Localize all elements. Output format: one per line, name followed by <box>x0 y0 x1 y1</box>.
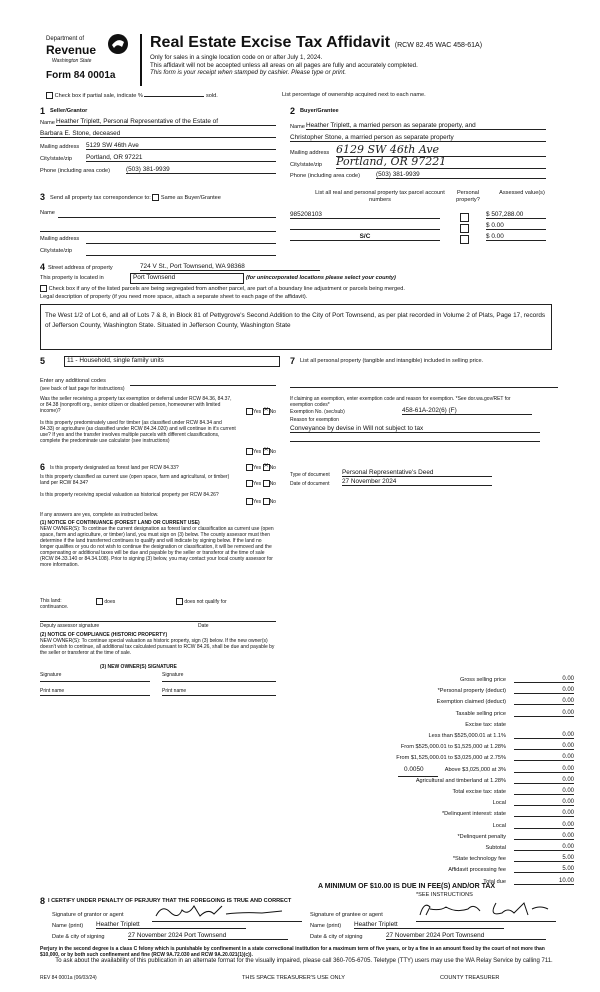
personal-property-label: List all personal property (tangible and intangible) included in selling price. <box>300 358 484 364</box>
tax-row-value[interactable]: 5.00 <box>514 855 574 862</box>
seller-address-label: Mailing address <box>40 144 80 150</box>
street-address-field[interactable]: 724 V St., Port Townsend, WA 98368 <box>140 263 320 271</box>
does-not-label: does not qualify for <box>184 598 227 605</box>
seller-phone-field[interactable]: (503) 381-9939 <box>126 166 276 174</box>
buyer-name-field-2[interactable]: Christopher Stone, a married person as separate property <box>290 134 546 142</box>
see-back-note: (see back of last page for instructions) <box>40 386 125 392</box>
exemption-no-label: Exemption No. (sec/sub) <box>290 409 345 415</box>
exemption-yes-checkbox[interactable] <box>246 408 253 415</box>
tax-row-value[interactable]: 5.00 <box>514 866 574 873</box>
dor-logo <box>46 30 132 90</box>
signature-label: Signature <box>162 672 184 678</box>
grantee-name-field[interactable]: Heather Triplett <box>354 921 504 929</box>
tax-row-label: *Personal property (deduct) <box>437 688 506 695</box>
land-use-select[interactable]: 11 - Household, single family units <box>64 356 280 367</box>
buyer-address-label: Mailing address <box>290 150 330 156</box>
correspondence-blank-line[interactable] <box>40 230 276 232</box>
parcel-number[interactable]: S/C <box>290 233 440 241</box>
yes-label: Yes <box>253 408 262 415</box>
local-rate: 0.0050 <box>404 766 424 773</box>
personal-property-number: 7 <box>290 356 296 366</box>
grantee-date-field[interactable]: 27 November 2024 Port Townsend <box>386 932 546 940</box>
timber-yes-checkbox[interactable] <box>246 448 253 455</box>
tax-row-value[interactable]: 0.00 <box>514 743 574 750</box>
tax-row-value[interactable]: 10.00 <box>514 878 574 885</box>
seller-number: 1 <box>40 106 46 116</box>
header-notes <box>150 54 418 77</box>
tax-row-label: Total excise tax: state <box>452 789 506 795</box>
seller-address-field[interactable]: 5129 SW 46th Ave <box>86 142 276 150</box>
historic-answer <box>246 498 276 505</box>
notice-continuance-text: NEW OWNER(S): To continue the current designation as forest land or classification as current use (open space, farm and agriculture, or timber) land, you must sign on (3) below. The county assessor must then determine if the land transferred continues to qualify and will indicate by signing below. If the land no longer qualifies or you do not wish to continue the designation or classification, it will be removed and the compensating or additional taxes will be due and payable by the seller or transferor at the time of sale (RCW 84.33.140 or 84.34.108). Prior to signing (3) below, you may contact your local county assessor for more information. <box>40 526 274 568</box>
exemption-intro: If claiming an exemption, enter exemption code and reason for exemption. *See dor.wa.gov/RET for exemption codes* <box>290 396 511 408</box>
tax-row <box>356 788 574 799</box>
partial-sale-percent[interactable] <box>144 96 204 97</box>
notice-compliance-title: (2) NOTICE OF COMPLIANCE (HISTORIC PROPERTY) <box>40 632 168 638</box>
form-number: Form 84 0001a <box>46 70 116 81</box>
tax-row-value[interactable]: 0.00 <box>514 676 574 683</box>
tax-row <box>356 844 574 855</box>
tax-row <box>356 710 574 721</box>
header-divider <box>140 34 142 86</box>
certify-text: I CERTIFY UNDER PENALTY OF PERJURY THAT THE FOREGOING IS TRUE AND CORRECT <box>48 898 292 904</box>
tax-row-value[interactable]: 0.00 <box>514 788 574 795</box>
ownership-note: List percentage of ownership acquired next to each name. <box>282 92 426 98</box>
correspondence-name-field[interactable] <box>58 216 276 218</box>
location-note: (for unincorporated locations please select your county) <box>246 275 396 281</box>
seller-name-field[interactable]: Heather Triplett, Personal Representative of the Estate of <box>56 118 276 126</box>
no-label: No <box>269 464 276 471</box>
seller-name-field-2[interactable]: Barbara E. Stone, deceased <box>40 130 276 138</box>
see-instructions: *SEE INSTRUCTIONS <box>416 892 473 898</box>
deputy-date-label: Date <box>198 623 209 629</box>
tax-row-value[interactable]: 0.00 <box>514 754 574 761</box>
exemption-question-answer <box>246 408 276 415</box>
buyer-city-field[interactable]: Portland, OR 97221 <box>336 155 546 169</box>
buyer-city-label: City/state/zip <box>290 162 323 168</box>
personal-property-checkbox[interactable] <box>460 213 469 222</box>
grantee-sig-label: Signature of grantee or agent <box>310 912 383 918</box>
tax-row-label: Agricultural and timberland at 1.28% <box>415 777 506 784</box>
yes-label: Yes <box>253 464 262 471</box>
tax-row-value[interactable]: 0.00 <box>514 844 574 851</box>
tax-row-value[interactable]: 0.00 <box>514 766 574 773</box>
new-owner-signature-1[interactable] <box>40 680 150 682</box>
tax-row-label: Taxable selling price <box>455 710 506 717</box>
buyer-heading: Buyer/Grantee <box>300 108 339 114</box>
minimum-note: A MINIMUM OF $10.00 IS DUE IN FEE(S) AND/OR TAX <box>318 883 496 890</box>
seller-city-field[interactable]: Portland, OR 97221 <box>86 154 276 162</box>
seller-phone-label: Phone (including area code) <box>40 168 110 174</box>
current-use-yes-checkbox[interactable] <box>246 480 253 487</box>
new-owner-print-2[interactable] <box>162 694 276 696</box>
tax-row-label: Exemption claimed (deduct) <box>436 699 506 706</box>
segregated-row <box>40 285 405 293</box>
county-treasurer-label: COUNTY TREASURER <box>440 975 500 981</box>
doc-date-label: Date of document <box>290 481 330 487</box>
timber-question: Is this property predominately used for timber (as classified under RCW 84.34 and 84.33) or agriculture (as classified under RCW 84.34.020) and will continue in it's current use? If yes and the transfer involves multiple parcels with different classifications, complete the predominate use calculator (see instructions) <box>40 420 236 444</box>
parcels-col-numbers: List all real and personal property tax parcel account numbers <box>315 190 445 203</box>
seller-name-label: Name <box>40 120 55 126</box>
yes-label: Yes <box>253 498 262 505</box>
additional-codes-label: Enter any additional codes <box>40 378 106 384</box>
grantee-signature[interactable] <box>416 899 556 919</box>
personal-property-checkbox[interactable] <box>460 224 469 233</box>
historic-question: Is this property receiving special valuation as historical property per RCW 84.26? <box>40 492 219 498</box>
buyer-name-label: Name <box>290 124 305 130</box>
this-land-label: This land: <box>40 598 62 604</box>
legal-description-label: Legal description of property (if you need more space, attach a separate sheet to each page of the affidavit). <box>40 294 308 300</box>
notice-continuance-title: (1) NOTICE OF CONTINUANCE (FOREST LAND OR CURRENT USE) <box>40 520 200 526</box>
header-note: This affidavit will not be accepted unless all areas on all pages are fully and accurately completed. <box>150 61 418 69</box>
tax-row <box>356 777 574 788</box>
notice-compliance-text: NEW OWNER(S): To continue special valuation as historic property, sign (3) below. If the new owner(s) doesn't wish to continue, all additional tax calculated pursuant to RCW 84.26, shall be due and payable by the seller or transferor at the time of sale. <box>40 638 275 656</box>
correspondence-label: Send all property tax correspondence to: <box>50 194 151 201</box>
partial-sale-checkbox[interactable] <box>46 92 53 99</box>
designation-number: 6 <box>40 462 46 472</box>
parcels-col-personal: Personal property? <box>456 190 480 203</box>
no-label: No <box>269 448 276 455</box>
tax-row <box>356 743 574 754</box>
grantor-date-label: Date & city of signing <box>52 934 105 940</box>
does-option <box>96 598 115 605</box>
same-as-buyer-label: Same as Buyer/Grantee <box>160 194 221 201</box>
alternate-format-note: To ask about the availability of this publication in an alternate format for the visually impaired, please call 360-705-6705. Teletype (TTY) users may use the WA Relay Service by calling 711. <box>55 958 553 964</box>
grantor-sig-label: Signature of grantor or agent <box>52 912 124 918</box>
reason-label: Reason for exemption <box>290 417 339 423</box>
correspondence-address-field[interactable] <box>86 242 276 244</box>
assessed-value[interactable]: $ 0.00 <box>486 222 546 230</box>
tax-row <box>356 754 574 765</box>
dept-label: Department of <box>46 36 85 42</box>
tax-row <box>356 855 574 866</box>
grantee-date-label: Date & city of signing <box>310 934 363 940</box>
grantor-name-label: Name (print) <box>52 923 84 929</box>
seller-heading: Seller/Grantor <box>50 108 88 114</box>
forest-answer <box>246 464 276 471</box>
exemption-no-checkbox[interactable] <box>263 408 270 415</box>
yes-label: Yes <box>253 480 262 487</box>
exemption-question: Was the seller receiving a property tax exemption or deferral under RCW 84.36, 84.37, or 84.38 (nonprofit org., senior citizen or disabled person, homeowner with limited income)? <box>40 396 232 414</box>
buyer-phone-field[interactable]: (503) 381-9939 <box>376 171 546 179</box>
correspondence-number: 3 <box>40 192 46 202</box>
timber-question-answer <box>246 448 276 455</box>
tax-row-value[interactable]: 0.00 <box>514 810 574 817</box>
tax-row <box>356 732 574 743</box>
tax-row <box>356 866 574 877</box>
buyer-number: 2 <box>290 106 296 116</box>
title-text: Real Estate Excise Tax Affidavit <box>150 34 391 51</box>
assessed-value[interactable]: $ 0.00 <box>486 233 546 241</box>
if-yes-note: If any answers are yes, complete as instructed below. <box>40 512 159 518</box>
assessed-value[interactable]: $ 507,288.00 <box>486 211 546 219</box>
tax-row-label: Above $3,025,000 at 3% <box>444 766 506 773</box>
parcels-col-value: Assessed value(s) <box>499 190 545 196</box>
doc-date-field[interactable]: 27 November 2024 <box>342 478 492 486</box>
tax-row <box>356 810 574 821</box>
correspondence-city-label: City/state/zip <box>40 248 73 254</box>
tax-row-value[interactable]: 0.00 <box>514 687 574 694</box>
tax-row <box>356 698 574 709</box>
reason-field[interactable]: Conveyance by devise in Will not subject to tax <box>290 425 540 433</box>
tax-row-value[interactable]: 0.00 <box>514 822 574 829</box>
yes-label: Yes <box>253 448 262 455</box>
certification-number: 8 <box>40 896 46 906</box>
does-not-checkbox[interactable] <box>176 598 183 605</box>
tax-row-label: Local <box>492 800 506 807</box>
forest-yes-checkbox[interactable] <box>246 464 253 471</box>
tax-row-label: Excise tax: state <box>465 721 506 728</box>
doc-type-label: Type of document <box>290 472 330 478</box>
does-checkbox[interactable] <box>96 598 103 605</box>
tax-row-label: Affidavit processing fee <box>448 867 506 874</box>
parcels-table <box>290 190 558 256</box>
tax-row-label: *Delinquent penalty <box>457 833 506 840</box>
tax-row-value[interactable]: 0.00 <box>514 799 574 806</box>
header-note: Only for sales in a single location code on or after July 1, 2024. <box>150 54 323 61</box>
correspondence-address-label: Mailing address <box>40 236 80 242</box>
new-owner-signature-title: (3) NEW OWNER(S) SIGNATURE <box>100 664 177 670</box>
timber-no-checkbox[interactable] <box>263 448 270 455</box>
tax-row <box>356 766 574 777</box>
tax-row-value[interactable]: 0.00 <box>514 833 574 840</box>
forest-no-checkbox[interactable] <box>263 464 270 471</box>
buyer-name-field[interactable]: Heather Triplett, a married person as separate property, and <box>306 122 546 130</box>
tax-row-value[interactable]: 0.00 <box>514 777 574 784</box>
buyer-phone-label: Phone (including area code) <box>290 173 360 179</box>
historic-yes-checkbox[interactable] <box>246 498 253 505</box>
deputy-signature-label: Deputy assessor signature <box>40 623 100 629</box>
deputy-signature-line[interactable] <box>40 620 276 622</box>
buyer-address-field[interactable]: 6129 SW 46th Ave <box>336 143 546 157</box>
tax-row <box>356 833 574 844</box>
partial-sale-row <box>46 92 218 100</box>
new-owner-signature-2[interactable] <box>162 680 276 682</box>
historic-no-checkbox[interactable] <box>263 498 270 505</box>
tax-row <box>356 676 574 687</box>
located-in-label: This property is located in <box>40 275 104 281</box>
new-owner-print-1[interactable] <box>40 694 150 696</box>
tax-row-label: Less than $525,000.01 at 1.1% <box>428 733 506 739</box>
correspondence-city-field[interactable] <box>86 254 276 256</box>
state-label: Washington State <box>52 58 92 64</box>
partial-sale-sold: sold. <box>206 92 218 99</box>
legal-description-field[interactable]: The West 1/2 of Lot 6, and all of Lots 7 & 8, in Block 81 of Pettygrove's Second Addition to the City of Port Townsend, as per plat recorded in Volume 2 of Plats, Page 17, records of Jefferson County, Washington State. Situated in Jefferson County, Washington State <box>40 304 552 350</box>
does-label: does <box>104 598 116 605</box>
tax-row-value[interactable]: 0.00 <box>514 732 574 739</box>
tax-row-label: Local <box>492 822 506 829</box>
tax-row-value[interactable]: 0.00 <box>514 698 574 705</box>
title-citation: (RCW 82.45 WAC 458-61A) <box>394 42 483 49</box>
street-address-label: Street address of property <box>48 265 113 271</box>
parcel-number[interactable]: 985208103 <box>290 211 440 219</box>
form-title <box>150 34 482 52</box>
partial-sale-label: Check box if partial sale, indicate % <box>54 92 143 99</box>
correspondence-heading <box>50 194 221 202</box>
doc-type-field[interactable]: Personal Representative's Deed <box>342 469 492 477</box>
segregated-checkbox[interactable] <box>40 285 47 292</box>
grantee-name-label: Name (print) <box>310 923 342 929</box>
signature-label: Signature <box>40 672 62 678</box>
personal-property-checkbox[interactable] <box>460 235 469 244</box>
grantor-name-field[interactable]: Heather Triplett <box>96 921 246 929</box>
parcel-number[interactable] <box>290 222 440 230</box>
property-number: 4 <box>40 262 46 272</box>
current-use-question: Is this property classified as current use (open space, farm and agricultural, or timber) land per RCW 84.34? <box>40 474 230 486</box>
land-use-number: 5 <box>40 356 46 366</box>
perjury-notice: Perjury in the second degree is a class C felony which is punishable by confinement in a state correctional institution for a maximum term of five years, or by a fine in an amount fixed by the court of not more than $10,000, or by both such confinement and fine (RCW 9A.72.030 and RCW 9A.20.021(1)(c)). <box>40 946 545 958</box>
tax-row-label: Total due <box>483 878 506 885</box>
additional-codes-field[interactable] <box>130 384 276 386</box>
no-label: No <box>269 498 276 505</box>
tax-row-label: From $1,525,000.01 to $3,025,000 at 2.75% <box>396 755 506 762</box>
location-select[interactable]: Port Townsend <box>130 273 244 284</box>
current-use-no-checkbox[interactable] <box>263 480 270 487</box>
tax-row-value[interactable]: 0.00 <box>514 710 574 717</box>
revenue-wordmark: Revenue <box>46 43 97 57</box>
reason-field-2[interactable] <box>290 440 540 442</box>
personal-property-field[interactable] <box>290 386 558 388</box>
no-label: No <box>269 408 276 415</box>
correspondence-name-label: Name <box>40 210 55 216</box>
print-name-label: Print name <box>162 688 187 694</box>
tax-row-label: Subtotal <box>485 845 506 851</box>
tax-row <box>356 822 574 833</box>
same-as-buyer-checkbox[interactable] <box>152 194 159 201</box>
local-rate-line <box>398 775 438 777</box>
exemption-no-field[interactable]: 458-61A-202(6) (F) <box>402 407 532 415</box>
current-use-answer <box>246 480 276 487</box>
segregated-label: Check box if any of the listed parcels are being segregated from another parcel, are part of a boundary line adjustment or parcels being merged. <box>48 285 405 292</box>
washington-logo-icon <box>106 32 130 56</box>
header-note: This form is your receipt when stamped by cashier. Please type or print. <box>150 69 347 77</box>
forest-question: Is this property designated as forest land per RCW 84.33? <box>50 465 179 471</box>
tax-row-label: From $525,000.01 to $1,525,000 at 1.28% <box>400 744 506 751</box>
treasurer-use-label: THIS SPACE TREASURER'S USE ONLY <box>242 975 346 981</box>
revision-label: REV 84 0001a (06/03/24) <box>40 975 97 981</box>
no-label: No <box>269 480 276 487</box>
continuance-label: continuance. <box>40 604 69 610</box>
tax-row-label: Gross selling price <box>459 677 506 683</box>
seller-city-label: City/state/zip <box>40 156 73 162</box>
grantor-signature[interactable] <box>152 902 302 920</box>
does-not-option <box>176 598 227 605</box>
tax-row-label: *Delinquent interest: state <box>441 811 506 818</box>
tax-row <box>356 687 574 698</box>
tax-row-label: *State technology fee <box>452 856 506 863</box>
tax-row <box>356 799 574 810</box>
tax-row <box>356 721 574 732</box>
print-name-label: Print name <box>40 688 65 694</box>
grantor-date-field[interactable]: 27 November 2024 Port Townsend <box>128 932 288 940</box>
